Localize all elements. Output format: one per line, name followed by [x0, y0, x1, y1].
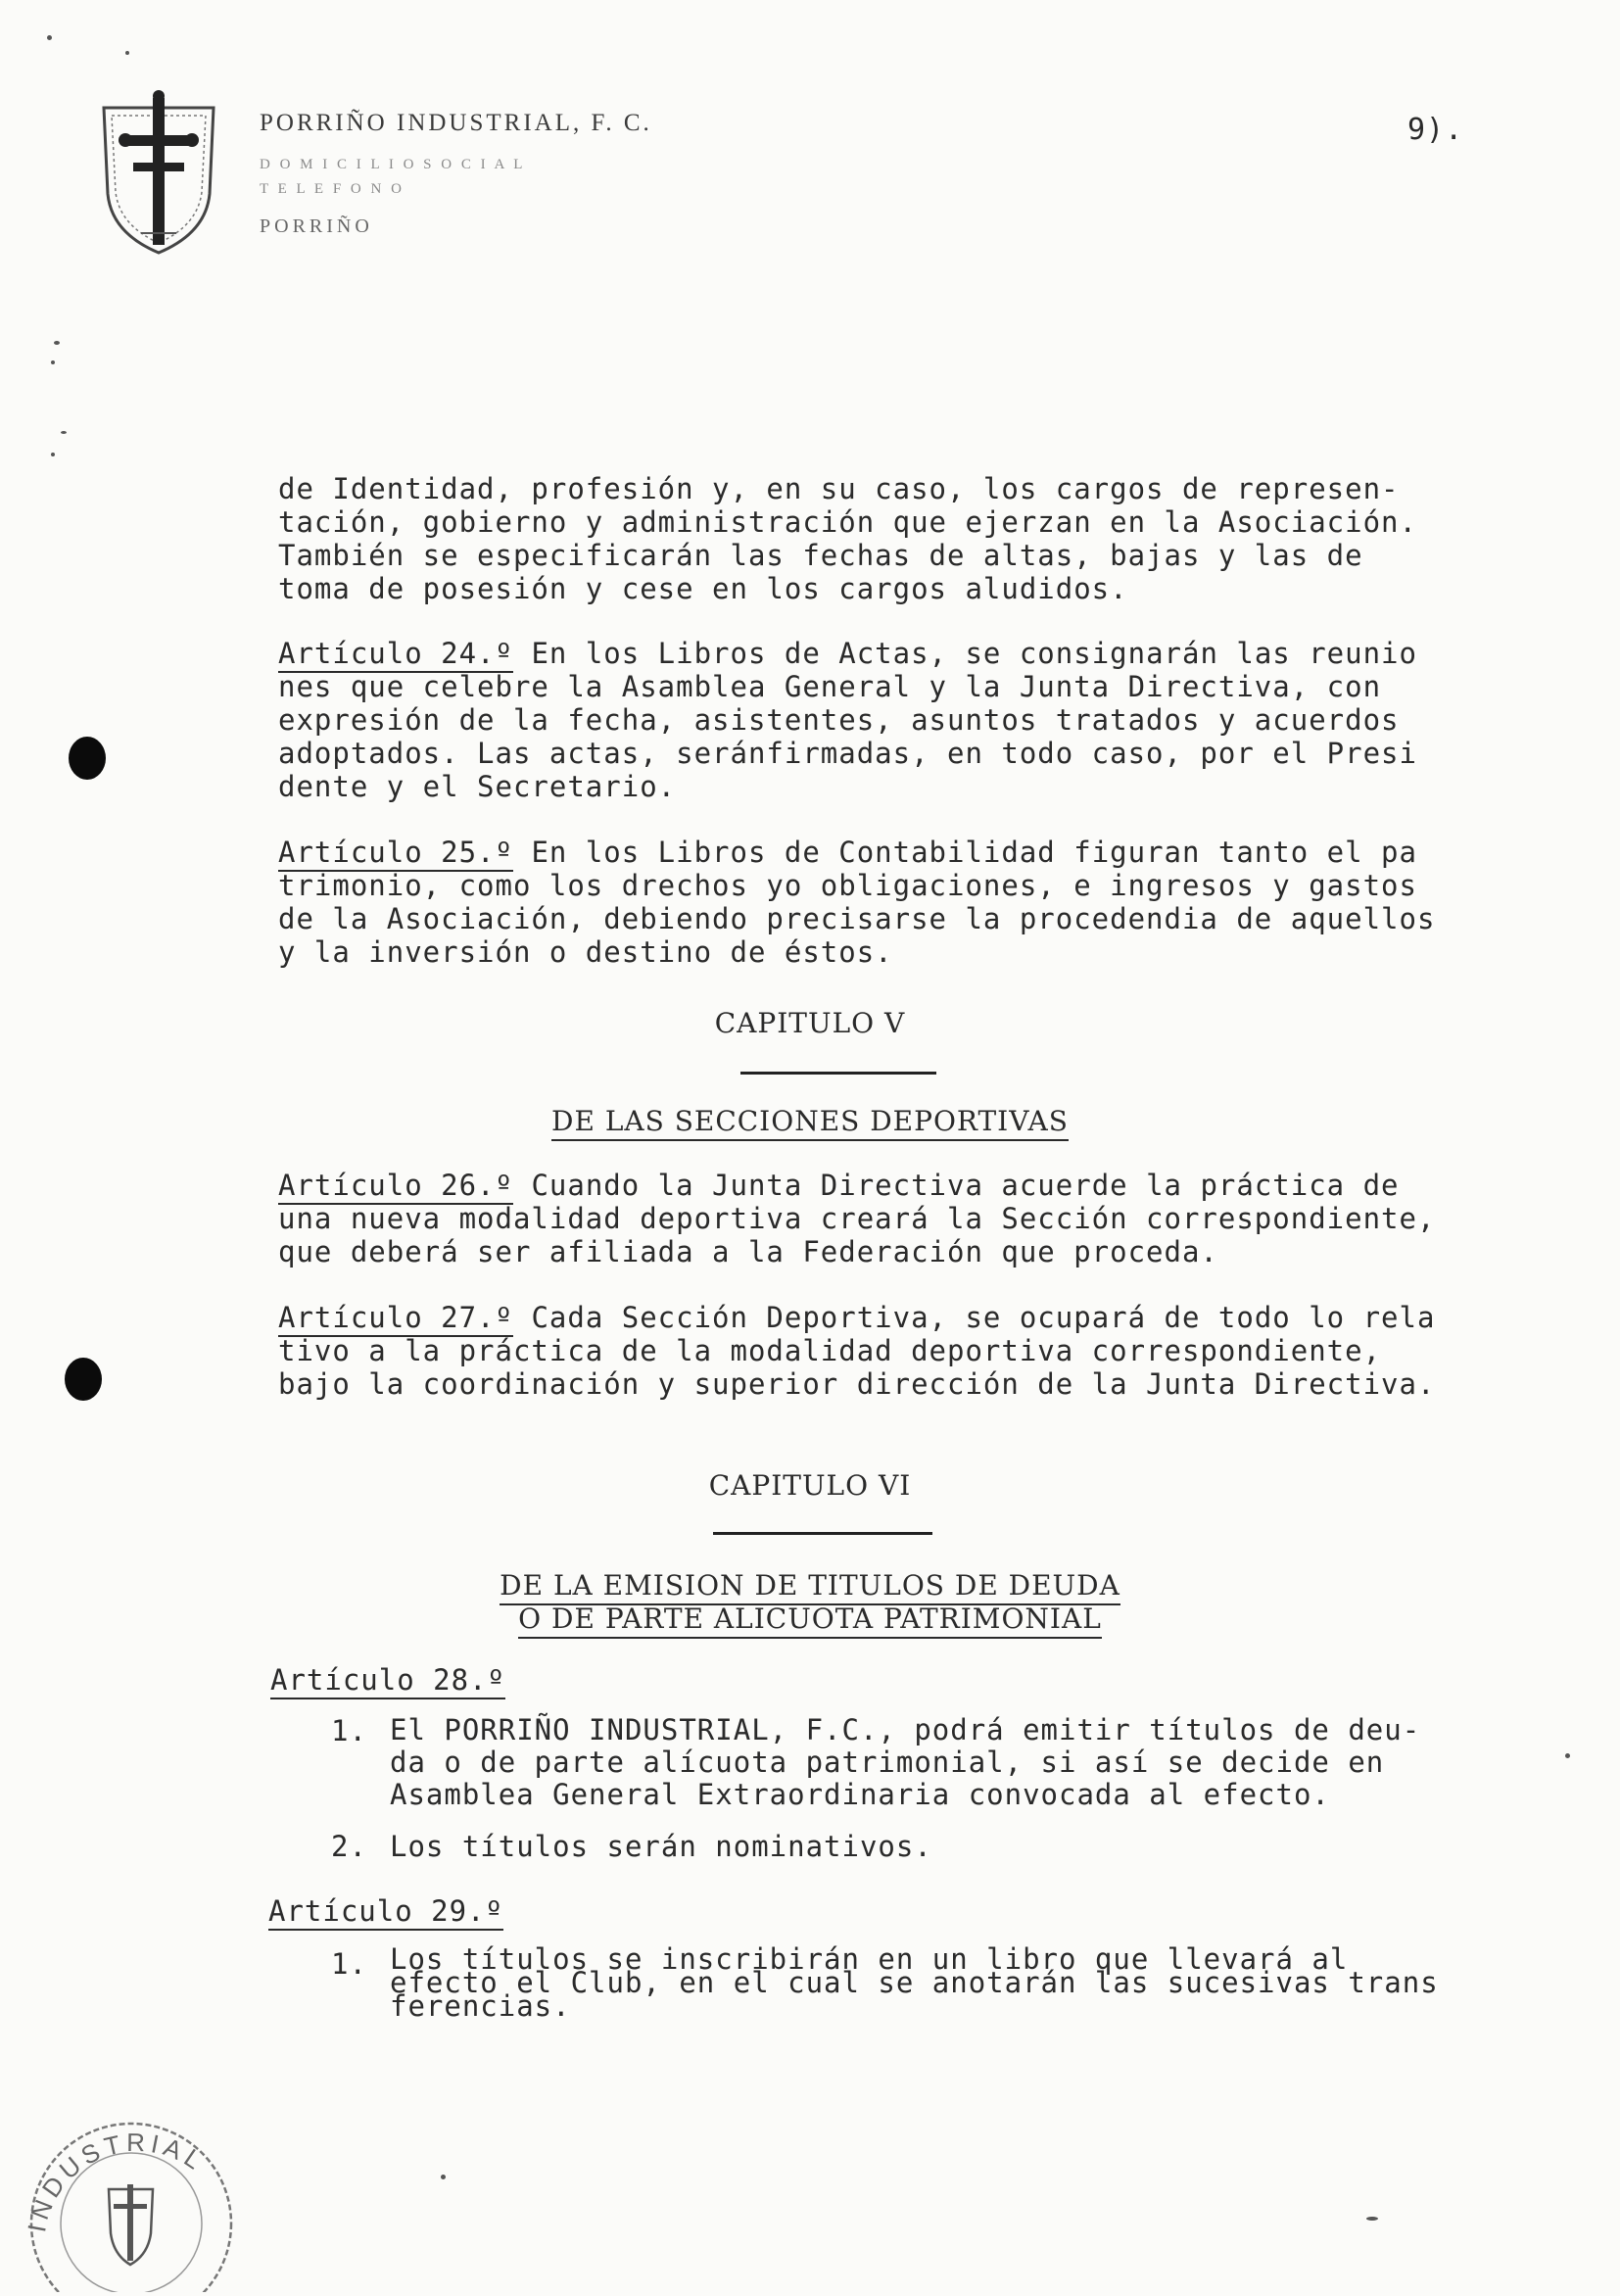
article-24 [278, 637, 1551, 803]
chapter-v-rule [740, 1072, 936, 1075]
margin-speck [54, 341, 60, 345]
article-25-label: Artículo 25.º [278, 836, 513, 872]
margin-speck [61, 431, 67, 434]
margin-speck [51, 453, 55, 456]
article-29-item-1-text: Los títulos se inscribirán en un libro que llevará al efecto el Club, en el cual se anotarán las sucesivas trans ferencias. [390, 1942, 1439, 2023]
margin-speck [441, 2175, 446, 2179]
svg-text:INDUSTRIAL [22, 2128, 211, 2234]
article-29-label: Artículo 29.º [268, 1894, 503, 1931]
chapter-vi-title: CAPITULO VI [708, 1469, 912, 1502]
chapter-vi-subtitle-2-wrap [0, 1602, 1620, 1635]
article-28-label: Artículo 28.º [270, 1663, 505, 1699]
article-27-label: Artículo 27.º [278, 1301, 513, 1337]
punch-hole-bottom [65, 1358, 102, 1401]
letterhead-city: PORRIÑO [260, 215, 373, 237]
chapter-v-subtitle-wrap [0, 1105, 1620, 1137]
article-26 [278, 1169, 1551, 1268]
stamp-text: INDUSTRIAL [22, 2128, 212, 2235]
margin-speck [47, 35, 52, 40]
punch-hole-top [69, 737, 106, 780]
article-28-item-2-text: Los títulos serán nominativos. [390, 1830, 932, 1863]
intro-paragraph: de Identidad, profesión y, en su caso, los cargos de represen- tación, gobierno y administración que ejerzan en la Asociación. También se especificarán las fechas de altas, bajas y las de toma de posesión y cese en los cargos aludidos. [278, 472, 1417, 605]
letterhead-sub-line-2: T E L E F O N O [260, 181, 405, 197]
article-26-text: Cuando la Junta Directiva acuerde la práctica de una nueva modalidad deportiva creará la Sección correspondiente, que deberá ser afiliada a la Federación que proceda. [278, 1169, 1436, 1268]
letterhead-sub-line-1: D O M I C I L I O S O C I A L [260, 157, 526, 172]
article-28-item-1-text: El PORRIÑO INDUSTRIAL, F.C., podrá emitir títulos de deu- da o de parte alícuota patrimonial, si así se decide en Asamblea General Extraordinaria convocada al efecto. [390, 1713, 1421, 1811]
chapter-vi-rule [713, 1532, 932, 1535]
article-27-text: Cada Sección Deportiva, se ocupará de todo lo rela tivo a la práctica de la modalidad deportiva correspondiente, bajo la coordinación y superior dirección de la Junta Directiva. [278, 1301, 1436, 1401]
club-crest-icon [90, 86, 227, 258]
article-29-item-1-num: 1. [331, 1947, 367, 1981]
margin-speck [51, 360, 55, 364]
article-28-item-1-num: 1. [331, 1714, 367, 1747]
club-stamp [16, 2086, 241, 2292]
margin-speck [1366, 2217, 1378, 2221]
article-29-label-wrap [268, 1894, 503, 1928]
chapter-vi-subtitle-1-wrap [0, 1569, 1620, 1602]
chapter-v-subtitle: DE LAS SECCIONES DEPORTIVAS [551, 1105, 1069, 1141]
article-28-label-wrap [270, 1663, 505, 1697]
article-27 [278, 1301, 1551, 1401]
article-24-text: En los Libros de Actas, se consignarán las reunio nes que celebre la Asamblea General y la Junta Directiva, con expresión de la fecha, asistentes, asuntos tratados y acuerdos adoptados. Las actas, seránfirmadas, en todo caso, por el Presi dente y el Secretario. [278, 637, 1417, 803]
org-name: PORRIÑO INDUSTRIAL, F. C. [260, 110, 652, 136]
article-25-text: En los Libros de Contabilidad figuran tanto el pa trimonio, como los drechos yo obligaciones, e ingresos y gastos de la Asociación, debiendo precisarse la procedendia de aquellos y la inversión o destino de éstos. [278, 836, 1436, 969]
chapter-vi-subtitle-line-1: DE LA EMISION DE TITULOS DE DEUDA [500, 1569, 1120, 1605]
chapter-vi-subtitle-line-2: O DE PARTE ALICUOTA PATRIMONIAL [518, 1602, 1102, 1639]
page-number: 9). [1407, 113, 1464, 147]
article-28-item-2-num: 2. [331, 1830, 367, 1863]
article-26-label: Artículo 26.º [278, 1169, 513, 1205]
chapter-v-title: CAPITULO V [714, 1007, 906, 1039]
article-25 [278, 836, 1551, 969]
margin-speck [125, 51, 129, 55]
article-24-label: Artículo 24.º [278, 637, 513, 673]
